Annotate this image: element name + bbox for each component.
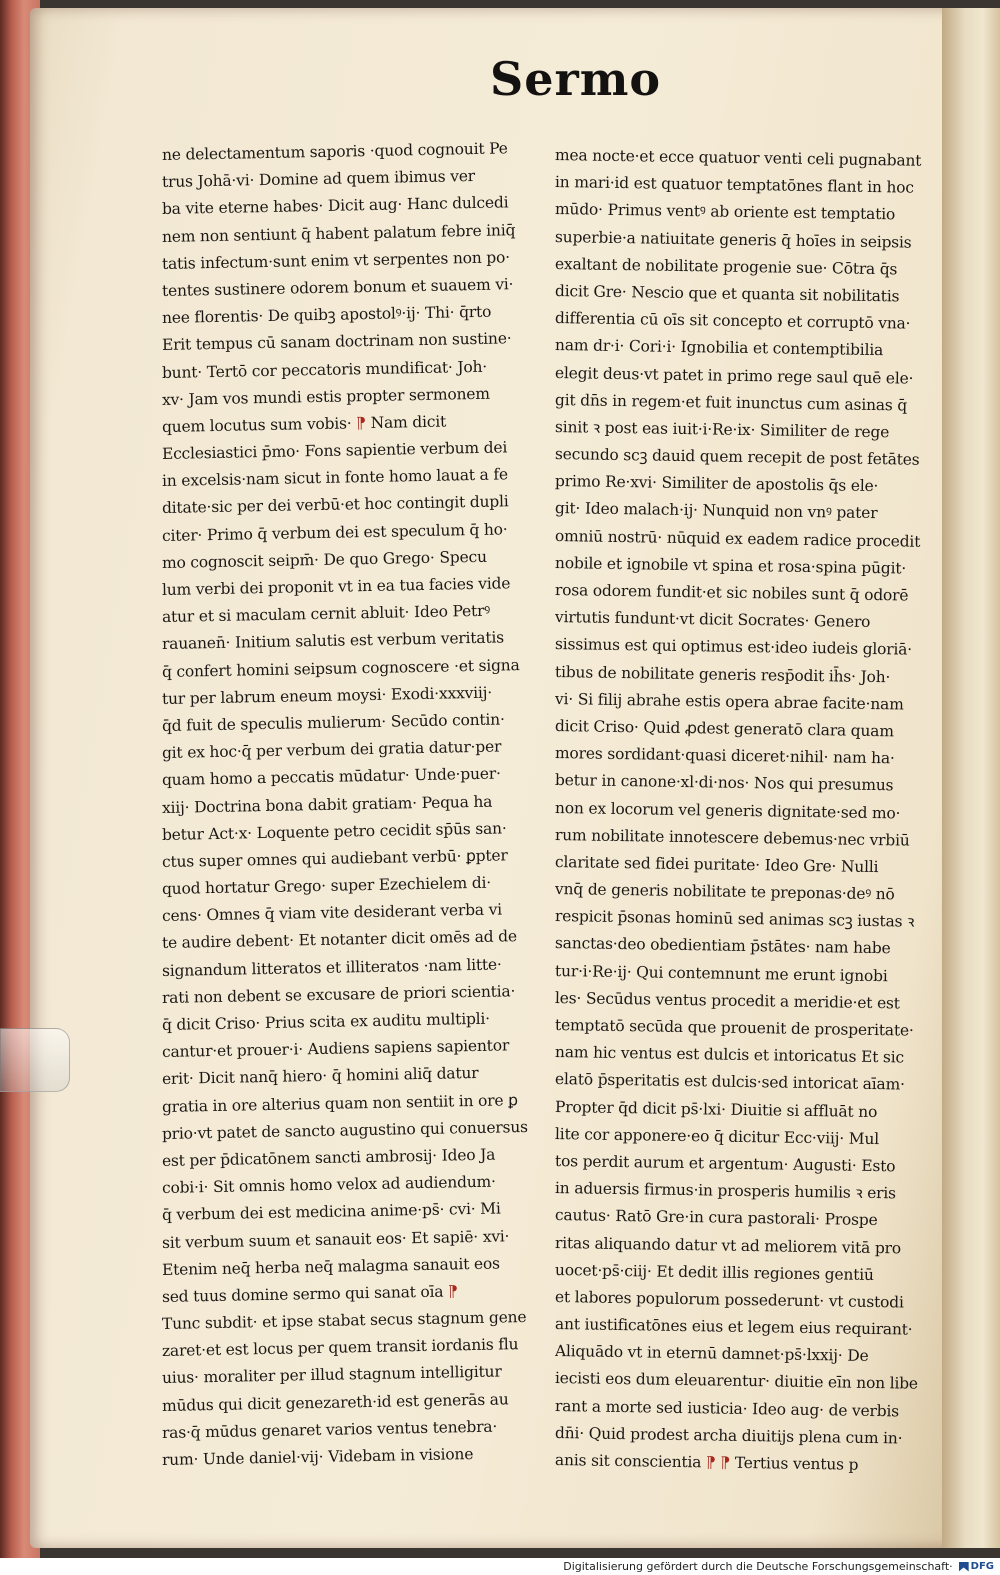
text-line: rati non debent se excusare de priori scientia· [161,982,516,1007]
text-line: quam homo a peccatis mūdatur· Unde·puer· [161,764,501,790]
text-line: ritas aliquando datur vt ad meliorem vitā pro [554,1233,902,1257]
text-line: respicit p̄sonas hominū sed animas scꝫ iustas ꝛ [554,907,915,931]
text-line: uius· moraliter per illud stagnum intelligitur [161,1362,502,1388]
dfg-logo-text: DFG [970,1561,994,1572]
text-line: q̄d fuit de speculis mulierum· Secūdo contin· [161,710,505,735]
text-line: sinit ꝛ post eas iuit·i·Re·ix· Similiter de rege [554,417,890,442]
text-line: claritate sed fidei puritate· Ideo Gre· Nulli [554,852,879,876]
text-line: exaltant de nobilitate progenie sue· Cōtra q̄s [554,254,898,279]
text-line: secundo scꝫ dauid quem recepit de post fetātes [554,445,920,469]
rubric-mark: ⁋ [447,1282,458,1301]
text-line: cens· Omnes q̄ viam vite desiderant verba vi [161,900,503,926]
text-line: rosa odorem fundit·et sic nobiles sunt q̄ odorē [554,581,909,605]
text-line: iecisti eos dum eleuarentur· diuitie eīn non libe [554,1369,919,1394]
text-line: sanctas·deo obedientiam p̄stātes· nam habe [554,934,891,958]
text-line: tatis infectum·sunt enim vt serpentes non po· [161,248,511,273]
text-line: cantur·et prouer·i· Audiens sapiens sapientor [161,1036,510,1062]
text-line: les· Secūdus ventus procedit a meridie·et est [554,988,900,1013]
text-line: sit verbum suum et sanauit eos· Et sapiē· xvi· [161,1226,510,1252]
text-line: uocet·ps̄·ciij· Et dedit illis regiones gentiū [554,1260,874,1284]
text-line: nobile et ignobile vt spina et rosa·spina pūgit· [554,553,907,578]
text-line: q̄ dicit Criso· Prius scita ex auditu multipli· [161,1009,491,1034]
text-line: non ex locorum vel generis dignitate·sed mo· [554,798,901,822]
text-line: Aliquādo vt in eternū damnet·ps̄·lxxij· De [554,1342,869,1366]
text-line: git· Ideo malach·ij· Nunquid non vnꝰ pater [554,499,878,523]
text-line: lum verbi dei proponit vt in ea tua facies vide [161,574,511,599]
text-line: primo Re·xvi· Similiter de apostolis q̄s ele· [554,472,879,496]
text-line: q̄ confert homini seipsum cognoscere ·et signa [161,655,520,681]
text-line: vi· Si filij abrahe estis opera abrae facite·nam [554,689,904,714]
text-line: mūdo· Primus ventꝰ ab oriente est temptatio [554,200,896,224]
text-line: q̄ verbum dei est medicina anime·ps̄· cvi· Mi [161,1199,501,1225]
text-line: tur per labrum eneum moysi· Exodi·xxxviij· [161,683,493,708]
text-line: nam hic ventus est dulcis et intoricatus Et sic [554,1043,905,1067]
text-line: rauanen̄· Initium salutis est verbum veritatis [161,628,505,654]
text-line: lite cor apponere·eo q̄ dicitur Ecc·viij· Mul [554,1124,880,1148]
text-line: dicit Criso· Quid ꝓdest generatō clara quam [554,716,894,741]
text-line: tentes sustinere odorem bonum et suauem vi· [161,275,514,300]
text-line: in mari·id est quatuor temptatōnes flant in hoc [554,173,914,197]
text-line: ditate·sic per dei verbū·et hoc contingit dupli [161,492,509,518]
text-line: Ecclesiastici p̄mo· Fons sapientie verbum dei [161,438,508,464]
text-line: quod hortatur Grego· super Ezechielem di· [161,873,492,899]
text-line: xiij· Doctrina bona dabit gratiam· Pequa ha [161,792,493,817]
text-line: ras·q̄ mūdus genaret varios ventus tenebra· [161,1417,498,1442]
text-line: mea nocte·et ecce quatuor venti celi pugnabant [554,146,922,170]
text-line: prio·vt patet de sancto augustino qui conuersus [161,1117,529,1143]
text-line: signandum litteratos et illiteratos ·nam litte· [161,955,502,980]
rubric-mark: ⁋ [720,1453,731,1472]
funding-credit: Digitalisierung gefördert durch die Deutsche Forschungsgemeinschaft· [563,1560,953,1573]
rubric-mark: ⁋ [705,1453,716,1472]
rubric-mark: ⁋ [356,413,367,433]
text-line: nam dr·i· Cori·i· Ignobilia et contemptibilia [554,336,884,360]
text-line: cautus· Ratō Gre·in cura pastorali· Prospe [554,1206,878,1230]
bookmark-tab [0,1028,70,1092]
text-line: rum· Unde daniel·vij· Videbam in visione [161,1445,474,1469]
text-line: trus Johā·vi· Domine ad quem ibimus ver [161,167,476,192]
text-line: xv· Jam vos mundi estis propter sermonem [161,384,490,409]
text-line: Erit tempus cū sanam doctrinam non sustine· [161,329,512,355]
text-line: et labores populorum possederunt· vt custodi [554,1287,904,1312]
text-line: mūdus qui dicit genezareth·id est generās au [161,1389,509,1415]
text-column-left [161,139,542,1474]
text-line: virtutis fundunt·vt dicit Socrates· Genero [554,608,871,632]
text-line: zaret·et est locus per quem transit iordanis flu [161,1335,519,1361]
text-line: te audire debent· Et notanter dicit omēs ad de [161,927,518,953]
text-line: bunt· Tertō cor peccatoris mundificat· Joh· [161,357,488,382]
text-line: mo cognoscit seipm̄· De quo Grego· Specu [161,547,487,572]
text-line: nee florentis· De quibꝫ apostolꝰ·ij· Thi· q̄rto [161,302,492,328]
text-line: dn̄i· Quid prodest archa diuitijs plena cum in· [554,1423,903,1448]
text-line: tos perdit aurum et argentum· Augusti· Esto [554,1151,896,1176]
text-line: tur·i·Re·ij· Qui contemnunt me erunt ignobi [554,961,888,985]
text-line: git dn̄s in regem·et fuit inunctus cum asinas q̄ [554,390,908,415]
text-line: betur Act·x· Loquente petro cecidit sp̄ūs san· [161,819,507,844]
text-line: elegit deus·vt patet in primo rege saul quē ele· [554,363,914,388]
text-column-right [555,142,925,1474]
text-line: ant iustificatōnes eius et legem eius requirant· [554,1315,913,1339]
text-line: differentia cū oīs sit concepto et corruptō vna· [554,309,911,333]
text-line: tibus de nobilitate generis resp̄odit ih̄s· Joh· [554,662,891,686]
footer-bar [0,1558,1000,1575]
text-line: atur et si maculam cernit abluit· Ideo Petrꝰ [161,601,491,627]
text-line: temptatō secūda que prouenit de prosperitate· [554,1016,914,1040]
text-line: betur in canone·xl·di·nos· Nos qui presumus [554,771,894,795]
text-line: superbie·a natiuitate generis q̄ hoīes in seipsis [554,227,912,252]
text-line: git ex hoc·q̄ per verbum dei gratia datur·per [161,737,502,763]
text-line: citer· Primo q̄ verbum dei est speculum q̄ ho· [161,519,508,545]
text-line: Propter q̄d dicit ps̄·lxi· Diuitie si affluāt no [554,1097,878,1121]
text-line: est per p̄dicatōnem sancti ambrosij· Ideo Ja [161,1145,496,1170]
text-line: vnq̄ de generis nobilitate te preponas·deꝰ nō [554,880,895,904]
dfg-logo [959,1561,994,1572]
text-line: cobi·i· Sit omnis homo velox ad audiendum· [161,1172,496,1198]
text-line: ne delectamentum saporis ·quod cognouit Pe [161,139,508,164]
text-line: erit· Dicit nanq̄ hiero· q̄ homini aliq̄ datur [161,1064,479,1089]
text-line: anis sit conscientia ⁋ ⁋ Tertius ventus p [554,1451,859,1474]
text-line: omniū nostrū· nūquid ex eadem radice procedit [554,526,921,551]
text-line: Tunc subdit· et ipse stabat secus stagnum gene [161,1308,527,1334]
running-head: Sermo [490,52,662,106]
text-line: dicit Gre· Nescio que et quanta sit nobilitatis [554,281,900,306]
text-line: Etenim neq̄ herba neq̄ malagma sanauit eos [161,1254,500,1279]
text-line: in excelsis·nam sicut in fonte homo lauat a fe [161,465,509,491]
text-line: sissimus est qui optimus est·ideo iudeis gloriā· [554,635,913,659]
text-line: rum nobilitate innotescere debemus·nec vrbiū [554,825,910,850]
text-line: sed tuus domine sermo qui sanat oīa ⁋ [161,1282,458,1306]
text-line: ba vite eterne habes· Dicit aug· Hanc dulcedi [161,193,509,219]
text-line: nem non sentiunt q̄ habent palatum febre iniq̄ [161,220,516,246]
text-line: rant a morte sed iusticia· Ideo aug· de verbis [554,1396,900,1421]
text-line: mores sordidant·quasi diceret·nihil· nam ha· [554,744,895,768]
text-line: quem locutus sum vobis· ⁋ Nam dicit [161,412,447,436]
adjacent-page-text [956,120,1000,1320]
dfg-icon [959,1562,969,1572]
text-line: elatō p̄speritatis est dulcis·sed intoricat aīam· [554,1070,905,1094]
text-line: ctus super omnes qui audiebant verbū· ꝑpter [161,846,508,871]
text-line: in aduersis firmus·in prosperis humilis ꝛ eris [554,1179,896,1203]
text-line: gratia in ore alterius quam non sentiit in ore ꝑ [161,1090,518,1116]
